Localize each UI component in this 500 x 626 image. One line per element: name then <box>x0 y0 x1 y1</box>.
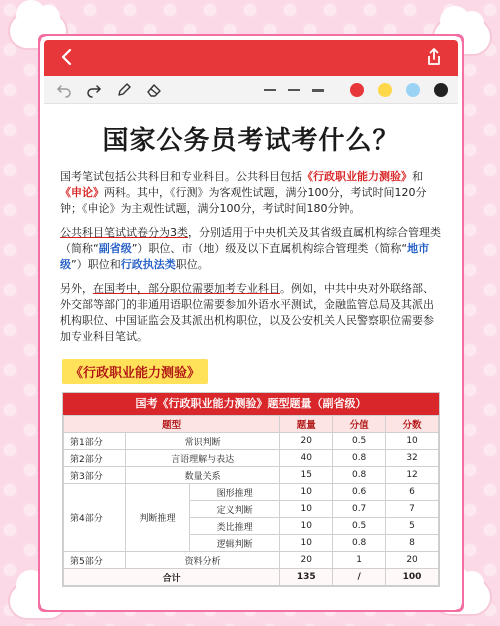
table-row <box>64 450 439 467</box>
section-tag: 《行政职业能力测验》 <box>62 359 208 384</box>
cell-score: 0.7 <box>333 501 386 518</box>
text-span: 职位。 <box>175 258 209 271</box>
cell-subtype: 类比推理 <box>190 518 280 535</box>
header-count: 题量 <box>280 416 333 433</box>
cell-total: 32 <box>386 450 439 467</box>
highlight-fushengji: 副省级 <box>98 242 132 255</box>
paragraph-paper-types <box>60 225 442 273</box>
cell-total-label: 合计 <box>64 569 280 586</box>
color-swatch-blue[interactable] <box>406 83 420 97</box>
text-span: ”）职位和 <box>71 258 121 271</box>
table-row <box>64 467 439 484</box>
table-row <box>64 552 439 569</box>
color-swatch-yellow[interactable] <box>378 83 392 97</box>
text-span: ，分别适用于中央机关及其省级直属机构综合管理类（简称“ <box>60 226 441 255</box>
thick-line-option[interactable] <box>312 89 324 92</box>
text-span: 另外， <box>60 282 93 295</box>
article-title: 国家公务员考试考什么？ <box>102 126 400 156</box>
cell-total: 6 <box>386 484 439 501</box>
color-swatch-red[interactable] <box>350 83 364 97</box>
table-grid <box>63 415 439 586</box>
cell-count: 10 <box>280 484 333 501</box>
underlined-text: 公共科目笔试试卷分为3类 <box>60 226 188 239</box>
table-total-row <box>64 569 439 586</box>
cell-type: 言语理解与表达 <box>126 450 280 467</box>
color-swatch-black[interactable] <box>434 83 448 97</box>
table-row <box>64 484 439 501</box>
paragraph-exam-subjects <box>60 169 442 217</box>
cell-part: 第4部分 <box>64 484 126 552</box>
cell-score: 0.5 <box>333 433 386 450</box>
redo-icon[interactable] <box>86 82 102 98</box>
pencil-icon[interactable] <box>116 82 132 98</box>
cell-count: 20 <box>280 552 333 569</box>
text-span: ”）职位、市（地）级及以下直属机构综合管理类（简称“ <box>131 242 408 255</box>
share-icon[interactable] <box>424 47 444 67</box>
cell-score: 0.8 <box>333 535 386 552</box>
cell-score: 1 <box>333 552 386 569</box>
cell-score: 0.8 <box>333 450 386 467</box>
eraser-icon[interactable] <box>146 82 162 98</box>
cell-total: 100 <box>386 569 439 586</box>
note-card <box>44 40 458 606</box>
table-title: 国考《行政职业能力测验》题型题量（副省级） <box>63 393 439 415</box>
table-header-row <box>64 416 439 433</box>
cell-total: 5 <box>386 518 439 535</box>
header-type: 题型 <box>64 416 280 433</box>
cell-score: 0.5 <box>333 518 386 535</box>
cell-total: 10 <box>386 433 439 450</box>
medium-line-option[interactable] <box>288 89 300 91</box>
underlined-text: 在国考中，部分职位需要加考专业科目 <box>93 282 280 295</box>
text-span: 两科。其中，《行测》为客观性试题，满分100分，考试时间120分钟；《申论》为主观性试题，满分100分，考试时间180分钟。 <box>60 186 427 215</box>
cell-part: 第2部分 <box>64 450 126 467</box>
color-palette <box>350 83 448 97</box>
table-row <box>64 433 439 450</box>
cell-count: 135 <box>280 569 333 586</box>
article-content <box>44 120 458 587</box>
paragraph-professional-subjects <box>60 281 442 345</box>
cell-count: 40 <box>280 450 333 467</box>
cell-type: 数量关系 <box>126 467 280 484</box>
cell-total: 20 <box>386 552 439 569</box>
undo-icon[interactable] <box>56 82 72 98</box>
cell-total: 7 <box>386 501 439 518</box>
cell-count: 10 <box>280 501 333 518</box>
cell-total: 8 <box>386 535 439 552</box>
cell-score: 0.8 <box>333 467 386 484</box>
back-chevron-icon[interactable] <box>58 48 76 66</box>
cell-part: 第3部分 <box>64 467 126 484</box>
cell-count: 10 <box>280 535 333 552</box>
cell-score: / <box>333 569 386 586</box>
cell-subtype: 定义判断 <box>190 501 280 518</box>
drawing-toolbar <box>44 76 458 104</box>
header-score: 分值 <box>333 416 386 433</box>
cell-count: 20 <box>280 433 333 450</box>
cell-type: 资料分析 <box>126 552 280 569</box>
highlight-dishiji: 地市级 <box>60 242 430 271</box>
cell-count: 15 <box>280 467 333 484</box>
highlight-shenlun: 《申论》 <box>60 186 104 199</box>
cell-type: 判断推理 <box>126 484 190 552</box>
highlight-xingzhengzhifa: 行政执法类 <box>120 258 176 271</box>
cell-total: 12 <box>386 467 439 484</box>
text-span: 国考笔试包括公共科目和专业科目。公共科目包括 <box>60 170 302 183</box>
cell-part: 第1部分 <box>64 433 126 450</box>
cell-part: 第5部分 <box>64 552 126 569</box>
line-width-options <box>264 89 324 92</box>
cell-count: 10 <box>280 518 333 535</box>
text-span: 和 <box>412 170 423 183</box>
cell-subtype: 逻辑判断 <box>190 535 280 552</box>
cell-subtype: 图形推理 <box>190 484 280 501</box>
header-total: 分数 <box>386 416 439 433</box>
question-table <box>62 392 440 587</box>
text-span: 。例如，中共中央对外联络部、外交部等部门的非通用语职位需要参加外语水平测试，金融监管总局及其派出机构职位、中国证监会及其派出机构职位，以及公安机关人民警察职位需要参加专业科目笔试。 <box>60 282 434 343</box>
highlight-xingce: 《行政职业能力测验》 <box>302 170 412 183</box>
top-bar <box>44 40 458 76</box>
cell-type: 常识判断 <box>126 433 280 450</box>
cell-score: 0.6 <box>333 484 386 501</box>
thin-line-option[interactable] <box>264 89 276 91</box>
